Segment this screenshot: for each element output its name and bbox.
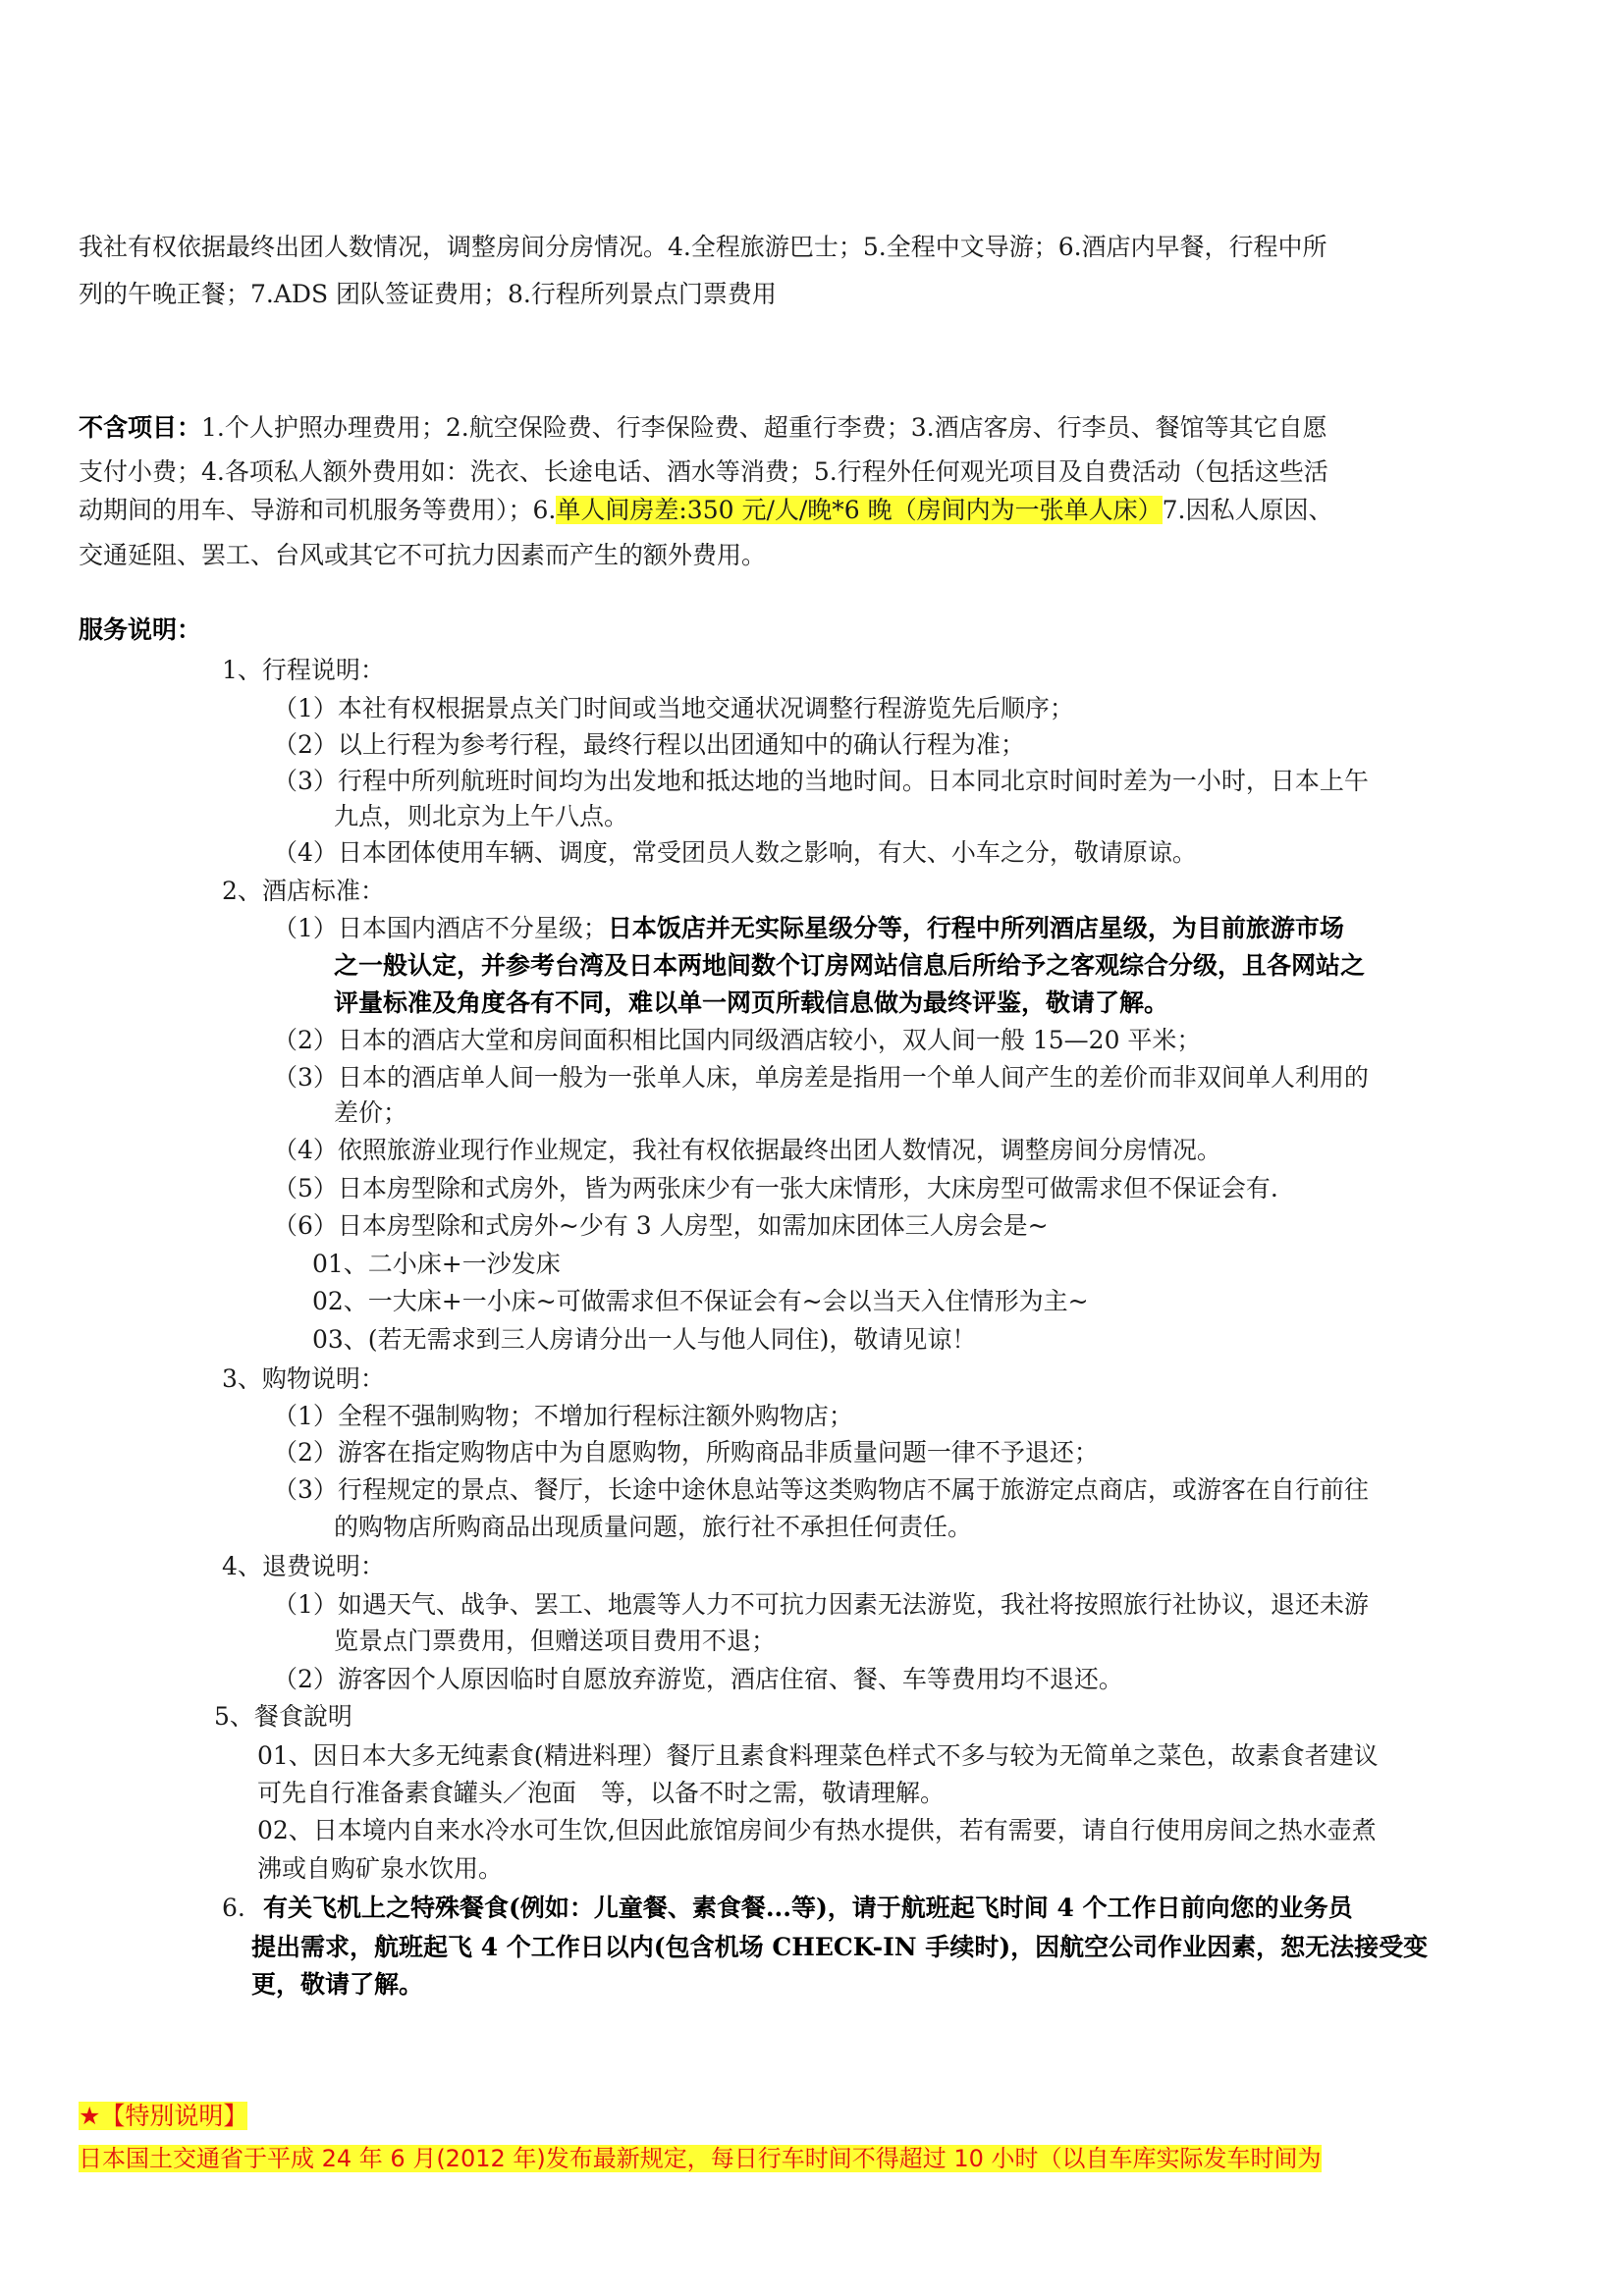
s5-item: 可先自行准备素食罐头／泡面 等，以备不时之需，敬请理解。	[257, 1779, 946, 1807]
s4-item: （2）游客因个人原因临时自愿放弃游览，酒店住宿、餐、车等费用均不退还。	[273, 1665, 1123, 1693]
s1-item: （2）以上行程为参考行程，最终行程以出团通知中的确认行程为准；	[273, 730, 1025, 759]
intro-line-2: 列的午晚正餐；7.ADS 团队签证费用；8.行程所列景点门票费用	[79, 280, 777, 308]
s2-item: （5）日本房型除和式房外，皆为两张床少有一张大床情形，大床房型可做需求但不保证会有.	[273, 1174, 1278, 1202]
s5-item: 02、日本境内自来水冷水可生饮,但因此旅馆房间少有热水提供，若有需要，请自行使用房间之热水壶煮	[257, 1816, 1377, 1844]
s2-sub-item: 01、二小床+一沙发床	[312, 1250, 561, 1278]
s2-item: 差价；	[334, 1098, 408, 1127]
s6-number: 6.	[222, 1894, 245, 1922]
s2-item: （6）日本房型除和式房外~少有 3 人房型，如需加床团体三人房会是~	[273, 1211, 1049, 1240]
s4-title: 4、退费说明：	[222, 1552, 385, 1580]
s2-item: （3）日本的酒店单人间一般为一张单人床，单房差是指用一个单人间产生的差价而非双间单人利用的	[273, 1063, 1369, 1092]
exclusions-line-3-post: 7.因私人原因、	[1162, 496, 1333, 524]
special-line-1	[79, 2141, 1322, 2176]
s2-item: （2）日本的酒店大堂和房间面积相比国内同级酒店较小，双人间一般 15—20 平米；	[273, 1026, 1202, 1054]
s3-item: 的购物店所购商品出现质量问题，旅行社不承担任何责任。	[334, 1513, 973, 1541]
exclusions-line-2: 支付小费；4.各项私人额外费用如：洗衣、长途电话、酒水等消费；5.行程外任何观光项目及自费活动（包括这些活	[79, 457, 1328, 486]
s2-sub-item: 02、一大床+一小床~可做需求但不保证会有~会以当天入住情形为主~	[312, 1287, 1089, 1315]
s6-line: 提出需求，航班起飞 4 个工作日以内(包含机场 CHECK-IN 手续时)，因航空公司作业因素，恕无法接受变	[251, 1933, 1429, 1961]
s2-item-1	[273, 911, 1344, 946]
s4-item: 览景点门票费用，但赠送项目费用不退；	[334, 1627, 777, 1655]
exclusions-label: 不含项目：	[79, 413, 202, 442]
s2-item-1-bold: 日本饭店并无实际星级分等，行程中所列酒店星级，为目前旅游市场	[607, 914, 1344, 942]
exclusions-line-1	[79, 410, 1327, 446]
s2-sub-item: 03、(若无需求到三人房请分出一人与他人同住)，敬请见谅！	[312, 1325, 977, 1354]
s5-title: 5、餐食說明	[214, 1702, 352, 1731]
s2-item: （4）依照旅游业现行作业规定，我社有权依据最终出团人数情况，调整房间分房情况。	[273, 1136, 1221, 1164]
intro-line-1: 我社有权依据最终出团人数情况，调整房间分房情况。4.全程旅游巴士；5.全程中文导游；6.酒店内早餐，行程中所	[79, 233, 1327, 261]
s1-item: 九点，则北京为上午八点。	[334, 802, 629, 830]
s3-item: （1）全程不强制购物；不增加行程标注额外购物店；	[273, 1402, 853, 1430]
s5-item: 01、因日本大多无纯素食(精进料理）餐厅且素食料理菜色样式不多与较为无简单之菜色，故素食者建议	[257, 1741, 1379, 1770]
exclusions-line-3-pre: 动期间的用车、导游和司机服务等费用）；6.	[79, 496, 557, 524]
s1-item: （3）行程中所列航班时间均为出发地和抵达地的当地时间。日本同北京时间时差为一小时，日本上午	[273, 767, 1369, 795]
s2-title: 2、酒店标准：	[222, 877, 385, 905]
special-title-text: ★【特別说明】	[79, 2102, 248, 2130]
s2-item-1-pre: （1）日本国内酒店不分星级；	[273, 914, 608, 942]
s1-title: 1、行程说明：	[222, 656, 385, 684]
s5-item: 沸或自购矿泉水饮用。	[257, 1854, 504, 1883]
special-title	[79, 2099, 247, 2134]
s1-item: （4）日本团体使用车辆、调度，常受团员人数之影响，有大、小车之分，敬请原谅。	[273, 838, 1197, 867]
s2-item-1-bold-line-3: 评量标准及角度各有不同，难以单一网页所载信息做为最终评鉴，敬请了解。	[334, 988, 1169, 1017]
service-title: 服务说明：	[79, 615, 202, 644]
exclusions-line-3	[79, 493, 1333, 528]
s2-item-1-bold-line-2: 之一般认定，并参考台湾及日本两地间数个订房网站信息后所给予之客观综合分级，且各网站之	[334, 951, 1366, 980]
exclusions-line-1-text: 1.个人护照办理费用；2.航空保险费、行李保险费、超重行李费；3.酒店客房、行李员、餐馆等其它自愿	[201, 413, 1327, 442]
exclusions-line-4: 交通延阻、罢工、台风或其它不可抗力因素而产生的额外费用。	[79, 541, 767, 569]
s3-item: （3）行程规定的景点、餐厅，长途中途休息站等这类购物店不属于旅游定点商店，或游客在自行前往	[273, 1475, 1369, 1504]
s4-item: （1）如遇天气、战争、罢工、地震等人力不可抗力因素无法游览，我社将按照旅行社协议，退还未游	[273, 1590, 1369, 1619]
special-line-1-text: 日本国土交通省于平成 24 年 6 月(2012 年)发布最新规定，每日行车时间不得超过 10 小时（以自车库实际发车时间为	[79, 2145, 1322, 2172]
s1-item: （1）本社有权根据景点关门时间或当地交通状况调整行程游览先后顺序；	[273, 694, 1074, 722]
s6-line: 更，敬请了解。	[251, 1970, 424, 1999]
single-room-supplement-highlight: 单人间房差:350 元/人/晚*6 晚（房间内为一张单人床）	[556, 496, 1163, 524]
s3-item: （2）游客在指定购物店中为自愿购物，所购商品非质量问题一律不予退还；	[273, 1438, 1099, 1467]
s6-line: 有关飞机上之特殊餐食(例如：儿童餐、素食餐...等)，请于航班起飞时间 4 个工作日前向您的业务员	[263, 1894, 1353, 1922]
s3-title: 3、购物说明：	[222, 1364, 385, 1393]
